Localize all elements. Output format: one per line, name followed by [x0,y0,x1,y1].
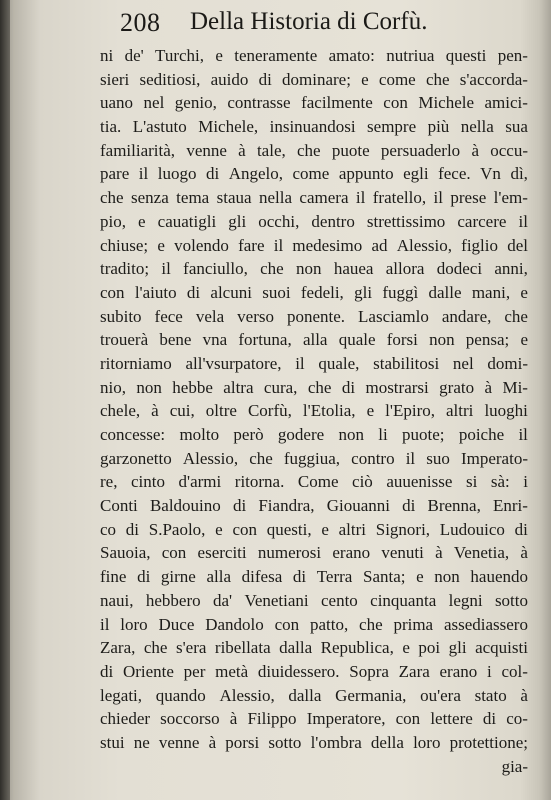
text-line: Sauoia, con eserciti numerosi erano venuti à Venetia, à [100,543,528,563]
page-header [0,6,551,40]
body-text [100,44,528,778]
text-line: nio, non hebbe altra cura, che di mostrarsi grato à Mi- [100,377,528,397]
text-line: co di S.Paolo, e con questi, e altri Signori, Ludouico di [100,519,528,539]
text-line: stui ne venne à porsi sotto l'ombra della loro protettione; [100,732,528,752]
text-line: ritorniamo all'vsurpatore, il quale, stabilitosi nel domi- [100,353,528,373]
text-line: concesse: molto però godere non li puote; poiche il [100,425,528,444]
text-line: chele, à cui, oltre Corfù, l'Etolia, e l'Epiro, altri luoghi [100,401,528,421]
text-line: di Oriente per metà diuidessero. Sopra Zara erano i col- [100,661,528,681]
text-line: sieri seditiosi, auido di dominare; e come che s'accorda- [100,69,528,89]
text-line: con l'aiuto di alcuni suoi fedeli, gli fuggì dalle mani, e [100,282,528,302]
text-line: familiarità, venne à tale, che puote persuaderlo à occu- [100,140,528,160]
text-line: Zara, che s'era ribellata dalla Republica, e poi gli acquisti [100,638,528,658]
text-line: fine di girne alla difesa di Terra Santa; e non hauendo [100,567,528,587]
text-line: pare il luogo di Angelo, come appunto egli fece. Vn dì, [100,164,528,184]
page-number: 208 [120,8,161,37]
text-line: chiuse; e volendo fare il medesimo ad Alessio, figlio del [100,235,528,255]
text-line: tia. L'astuto Michele, insinuandosi sempre più nella sua [100,117,528,137]
running-title: Della Historia di Corfù. [190,8,428,35]
text-line: naui, hebbero da' Venetiani cento cinquanta legni sotto [100,590,528,610]
catchword-line [100,755,528,779]
text-line: legati, quando Alessio, dalla Germania, ou'era stato à [100,685,528,705]
text-line: subito fece vela verso ponente. Lasciamlo andare, che [100,306,528,326]
text-line: ni de' Turchi, e teneramente amato: nutriua questi pen- [100,46,528,65]
catchword: gia- [501,756,528,776]
text-line: chieder soccorso à Filippo Imperatore, con lettere di co- [100,709,528,729]
text-line: che senza tema staua nella camera il fratello, il prese l'em- [100,188,528,208]
text-line: uano nel genio, contrasse facilmente con Michele amici- [100,93,528,113]
text-line: pio, e cauatigli gli occhi, dentro strettissimo carcere il [100,211,528,231]
text-line: il loro Duce Dandolo con patto, che prima assediassero [100,614,528,634]
text-line: trouerà bene vna fortuna, alla quale forsi non pensa; e [100,330,528,350]
text-line: Conti Baldouino di Fiandra, Giouanni di Brenna, Enri- [100,496,528,516]
text-line: tradito; il fanciullo, che non hauea allora dodeci anni, [100,259,528,279]
text-line: garzonetto Alessio, che fuggiua, contro il suo Imperato- [100,448,528,468]
book-spine-shadow [0,0,10,800]
text-line: re, cinto d'armi ritorna. Come ciò auuenisse si sà: i [100,472,528,492]
